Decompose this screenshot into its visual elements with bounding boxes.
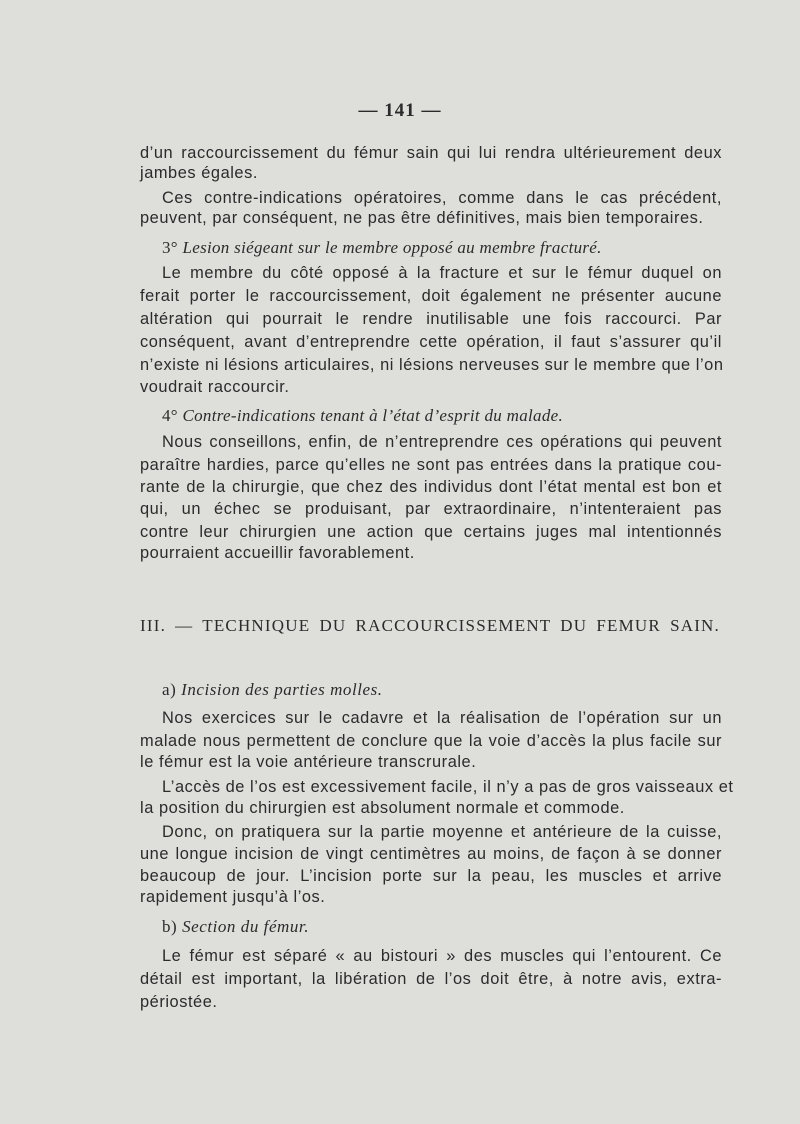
subheading-a <box>162 680 383 700</box>
text-line: pourraient accueillir favorablement. <box>140 544 415 562</box>
text-line: rante de la chirurgie, que chez des individus dont l’état mental est bon et <box>140 478 722 496</box>
text-line: le fémur est la voie antérieure transcrurale. <box>140 753 477 771</box>
text-line: conséquent, avant d’entreprendre cette opération, il faut s’assurer qu’il <box>140 333 722 351</box>
subheading-3 <box>162 238 744 258</box>
subheading-title: Incision des parties molles. <box>181 680 383 699</box>
subheading-label: a) <box>162 680 177 699</box>
subheading-label: b) <box>162 917 178 936</box>
text-line: qui, un échec se produisant, par extraordinaire, n’intenteraient pas <box>140 500 722 518</box>
text-line: n’existe ni lésions articulaires, ni lésions nerveuses sur le membre que l’on <box>140 356 724 374</box>
text-line: altération qui pourrait le rendre inutilisable une fois raccourci. Par <box>140 310 722 328</box>
subheading-number: 3° <box>162 238 178 257</box>
subheading-number: 4° <box>162 406 178 425</box>
text-line: contre leur chirurgien une action que certains juges mal intentionnés <box>140 523 722 541</box>
text-line: peuvent, par conséquent, ne pas être définitives, mais bien temporaires. <box>140 209 704 227</box>
text-line: la position du chirurgien est absolument normale et commode. <box>140 799 625 817</box>
text-line: jambes égales. <box>140 164 258 182</box>
subheading-title: Lesion siégeant sur le membre opposé au membre fracturé. <box>182 238 602 257</box>
subheading-title: Contre-indications tenant à l’état d’esprit du malade. <box>182 406 564 425</box>
text-line: périostée. <box>140 993 218 1011</box>
text-line: malade nous permettent de conclure que la voie d’accès la plus facile sur <box>140 732 722 750</box>
text-line: Donc, on pratiquera sur la partie moyenne et antérieure de la cuisse, <box>162 823 722 841</box>
text-line: ferait porter le raccourcissement, doit également ne présenter aucune <box>140 287 722 305</box>
text-line: Nos exercices sur le cadavre et la réalisation de l’opération sur un <box>162 709 722 727</box>
text-line: paraître hardies, parce qu’elles ne sont pas entrées dans la pratique cou- <box>140 456 722 474</box>
text-line: L’accès de l’os est excessivement facile, il n’y a pas de gros vaisseaux et <box>162 778 734 796</box>
page-number: — 141 — <box>358 100 442 121</box>
text-line: Nous conseillons, enfin, de n’entreprendre ces opérations qui peuvent <box>162 433 722 451</box>
section-title: III. — TECHNIQUE DU RACCOURCISSEMENT DU FEMUR SAIN. <box>140 616 720 635</box>
text-line: beaucoup de jour. L’incision porte sur la peau, les muscles et arrive <box>140 867 722 885</box>
text-line: voudrait raccourcir. <box>140 378 290 396</box>
text-line: Le fémur est séparé « au bistouri » des muscles qui l’entourent. Ce <box>162 947 722 965</box>
subheading-title: Section du fémur. <box>182 917 309 936</box>
text-line: rapidement jusqu’à l’os. <box>140 888 326 906</box>
text-line: d’un raccourcissement du fémur sain qui lui rendra ultérieurement deux <box>140 144 722 162</box>
text-line: Ces contre-indications opératoires, comme dans le cas précédent, <box>162 189 722 207</box>
subheading-4 <box>162 406 744 426</box>
text-line: Le membre du côté opposé à la fracture et sur le fémur duquel on <box>162 264 722 282</box>
subheading-b <box>162 917 309 937</box>
text-line: une longue incision de vingt centimètres au moins, de façon à se donner <box>140 845 722 863</box>
text-line: détail est important, la libération de l’os doit être, à notre avis, extra- <box>140 970 722 988</box>
